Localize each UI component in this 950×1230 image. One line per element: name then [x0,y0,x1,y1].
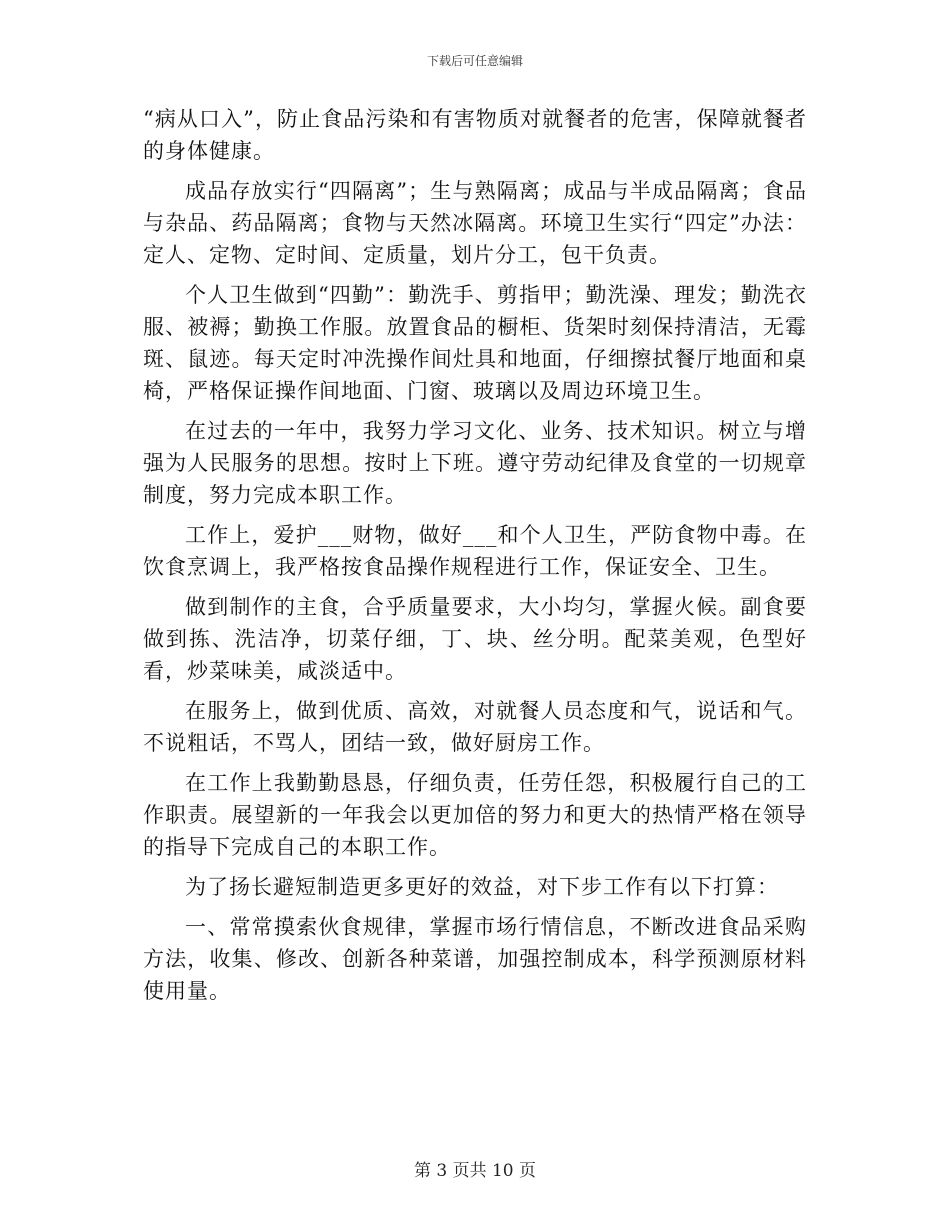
page-header-note: 下载后可任意编辑 [426,54,523,68]
paragraph-5: 工作上，爱护___财物，做好___和个人卫生，严防食物中毒。在饮食烹调上，我严格按食品操作规程进行工作，保证安全、卫生。 [143,523,807,579]
paragraph-9: 为了扬长避短制造更多更好的效益，对下步工作有以下打算： [185,875,779,899]
page-number: 第 3 页共 10 页 [413,1161,537,1181]
paragraph-1: “病从口入”，防止食品污染和有害物质对就餐者的危害，保障就餐者的身体健康。 [143,107,807,163]
paragraph-8: 在工作上我勤勤恳恳，仔细负责，任劳任怨，积极履行自己的工作职责。展望新的一年我会以更加倍的努力和更大的热情严格在领导的指导下完成自己的本职工作。 [143,771,807,859]
paragraph-7: 在服务上，做到优质、高效，对就餐人员态度和气，说话和气。不说粗话，不骂人，团结一致，做好厨房工作。 [143,699,807,755]
paragraph-3: 个人卫生做到“四勤”：勤洗手、剪指甲；勤洗澡、理发；勤洗衣服、被褥；勤换工作服。放置食品的橱柜、货架时刻保持清洁，无霉斑、鼠迹。每天定时冲洗操作间灶具和地面，仔细擦拭餐厅地面和桌椅，严格保证操作间地面、门窗、玻璃以及周边环境卫生。 [143,283,807,403]
paragraph-4: 在过去的一年中，我努力学习文化、业务、技术知识。树立与增强为人民服务的思想。按时上下班。遵守劳动纪律及食堂的一切规章制度，努力完成本职工作。 [143,419,807,507]
paragraph-10: 一、常常摸索伙食规律，掌握市场行情信息，不断改进食品采购方法，收集、修改、创新各种菜谱，加强控制成本，科学预测原材料使用量。 [143,915,807,1003]
paragraph-2: 成品存放实行“四隔离”；生与熟隔离；成品与半成品隔离；食品与杂品、药品隔离；食物与天然冰隔离。环境卫生实行“四定”办法：定人、定物、定时间、定质量，划片分工，包干负责。 [143,179,807,267]
paragraph-6: 做到制作的主食，合乎质量要求，大小均匀，掌握火候。副食要做到拣、洗洁净，切菜仔细，丁、块、丝分明。配菜美观，色型好看，炒菜味美，咸淡适中。 [143,595,807,683]
document-body [143,103,807,1015]
